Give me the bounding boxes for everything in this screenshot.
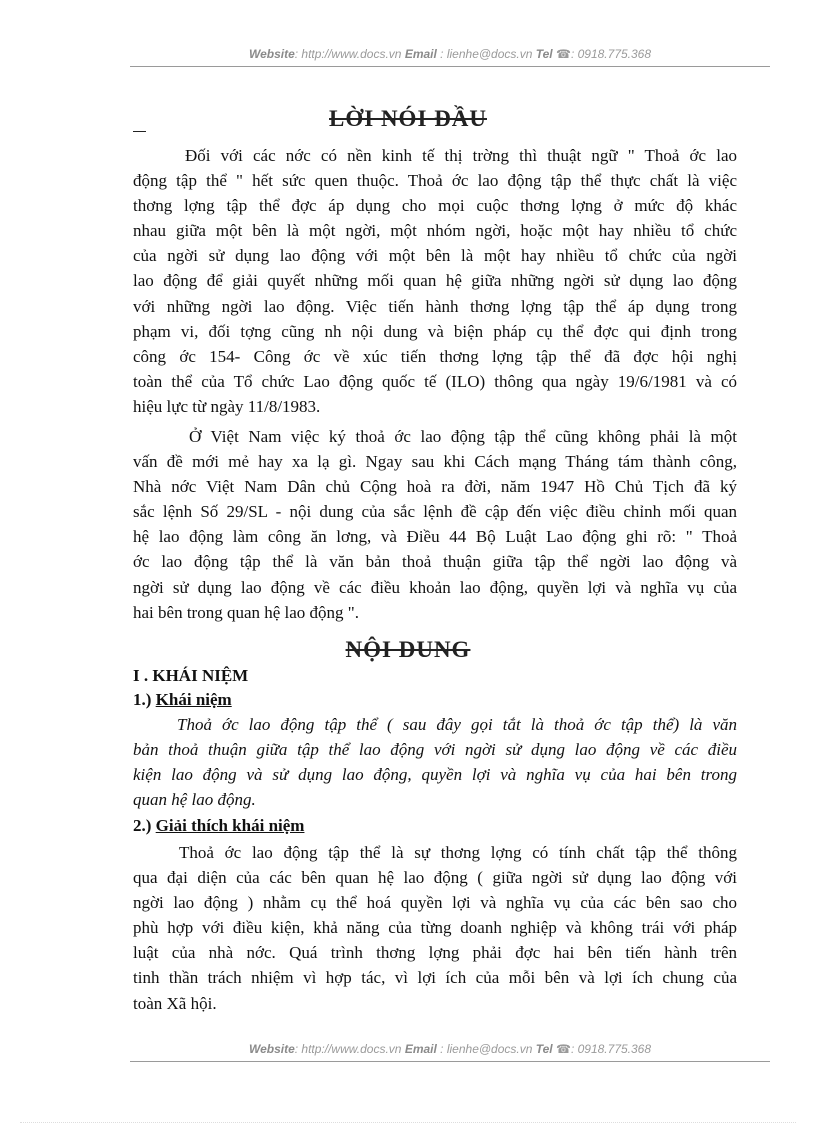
subsection-1-title: Khái niệm: [155, 690, 232, 709]
text-line: ớc lao động tập thể là văn bản thoả thuận giữa tập thể ngời lao động và: [133, 552, 737, 572]
content-title: NỘI DUNG: [345, 637, 471, 662]
footer-tel-value: ☎: 0918.775.368: [556, 1042, 652, 1056]
text-line: Đối với các nớc có nền kinh tế thị trờng thì thuật ngữ " Thoả ớc lao: [185, 146, 737, 165]
text-line: với những ngời lao động. Việc tiến hành thơng lợng tập thể áp dụng trong: [133, 296, 737, 316]
page-header: [130, 47, 770, 61]
text-line: ngời lao động ) nhằm cụ thể hoá quyền lợi và nghĩa vụ của các bên sao cho: [133, 893, 737, 913]
text-line: ngời sử dụng lao động về các điều khoản lao động, quyền lợi và nghĩa vụ của: [133, 577, 737, 597]
footer-tel-label: Tel: [535, 1042, 553, 1056]
preface-paragraph-1: [133, 143, 737, 419]
text-line: lao động để giải quyết những mối quan hệ giữa những ngời sử dụng lao động: [133, 271, 737, 291]
preface-title: LỜI NÓI ĐẦU: [329, 106, 487, 131]
header-website-label: Website: [248, 47, 295, 61]
footer-website-label: Website: [248, 1042, 295, 1056]
text-line: hệ lao động làm công ăn lơng, và Điều 44 Bộ Luật Lao động ghi rõ: " Thoả: [133, 527, 737, 547]
header-website-value: : http://www.docs.vn: [294, 47, 402, 61]
text-line: động tập thể " hết sức quen thuộc. Thoả ớc lao động tập thể thực chất là việc: [133, 171, 737, 191]
text-line: qua đại diện của các bên quan hệ lao động ( giữa ngời sử dụng lao động với: [133, 868, 737, 888]
subsection-2-heading: [133, 816, 304, 836]
header-rule: [130, 66, 770, 67]
header-email-value: : lienhe@docs.vn: [440, 47, 533, 61]
text-line: toàn thể của Tổ chức Lao động quốc tế (ILO) thông qua ngày 19/6/1981 và có: [133, 371, 737, 391]
text-line: của ngời sử dụng lao động với một bên là một hay nhiều tổ chức của ngời: [133, 246, 737, 266]
text-line: quan hệ lao động.: [133, 790, 256, 810]
text-line: hiệu lực từ ngày 11/8/1983.: [133, 396, 321, 416]
footer-email-label: Email: [404, 1042, 437, 1056]
subsection-2-text: [133, 840, 737, 1016]
subsection-1-heading: [133, 690, 232, 710]
text-line: phù hợp với điều kiện, khả năng của từng doanh nghiệp và không trái với pháp: [133, 918, 737, 938]
header-email-label: Email: [404, 47, 437, 61]
text-line: thơng lợng tập thể đợc áp dụng cho mọi cuộc thơng lợng ở mức độ khác: [133, 196, 737, 216]
text-line: Thoả ớc lao động tập thể ( sau đây gọi tắt là thoả ớc tập thể) là văn: [177, 715, 737, 734]
footer-email-value: : lienhe@docs.vn: [440, 1042, 533, 1056]
text-line: kiện lao động và sử dụng lao động, quyền lợi và nghĩa vụ của hai bên trong: [133, 765, 737, 785]
subsection-2-title: Giải thích khái niệm: [155, 816, 305, 835]
section-heading: I . KHÁI NIỆM: [133, 666, 249, 685]
header-tel-label: Tel: [535, 47, 553, 61]
subsection-2-number: 2.): [133, 816, 152, 835]
text-line: tinh thần trách nhiệm vì hợp tác, vì lợi ích của mỗi bên và lợi ích chung của: [133, 968, 737, 988]
subsection-1-text: [133, 712, 737, 812]
margin-dash: [133, 131, 146, 132]
text-line: bản thoả thuận giữa tập thể lao động với ngời sử dụng lao động về các điều: [133, 740, 737, 760]
text-line: vấn đề mới mẻ hay xa lạ gì. Ngay sau khi Cách mạng Tháng tám thành công,: [133, 452, 737, 472]
text-line: Nhà nớc Việt Nam Dân chủ Cộng hoà ra đời, năm 1947 Hồ Chủ Tịch đã ký: [133, 477, 737, 497]
page-footer: [130, 1042, 770, 1056]
text-line: toàn Xã hội.: [133, 993, 217, 1013]
text-line: sắc lệnh Số 29/SL - nội dung của sắc lệnh đề cập đến việc điều chỉnh mối quan: [133, 502, 737, 522]
text-line: Ở Việt Nam việc ký thoả ớc lao động tập thể cũng không phải là một: [189, 427, 737, 446]
header-tel-value: ☎: 0918.775.368: [556, 47, 652, 61]
footer-rule: [130, 1061, 770, 1062]
text-line: Thoả ớc lao động tập thể là sự thơng lợng có tính chất tập thể thông: [179, 843, 737, 862]
footer-website-value: : http://www.docs.vn: [294, 1042, 402, 1056]
text-line: hai bên trong quan hệ lao động ".: [133, 602, 359, 622]
text-line: công ớc 154- Công ớc về xúc tiến thơng lợng tập thể đã đợc hội nghị: [133, 346, 737, 366]
text-line: luật của nhà nớc. Quá trình thơng lợng phải đợc hai bên tiến hành trên: [133, 943, 737, 963]
text-line: phạm vi, đối tợng cũng nh nội dung và biện pháp cụ thể đợc qui định trong: [133, 321, 737, 341]
text-line: nhau giữa một bên là một ngời, một nhóm ngời, hoặc một hay nhiều tổ chức: [133, 221, 737, 241]
subsection-1-number: 1.): [133, 690, 152, 709]
preface-paragraph-2: [133, 424, 737, 625]
